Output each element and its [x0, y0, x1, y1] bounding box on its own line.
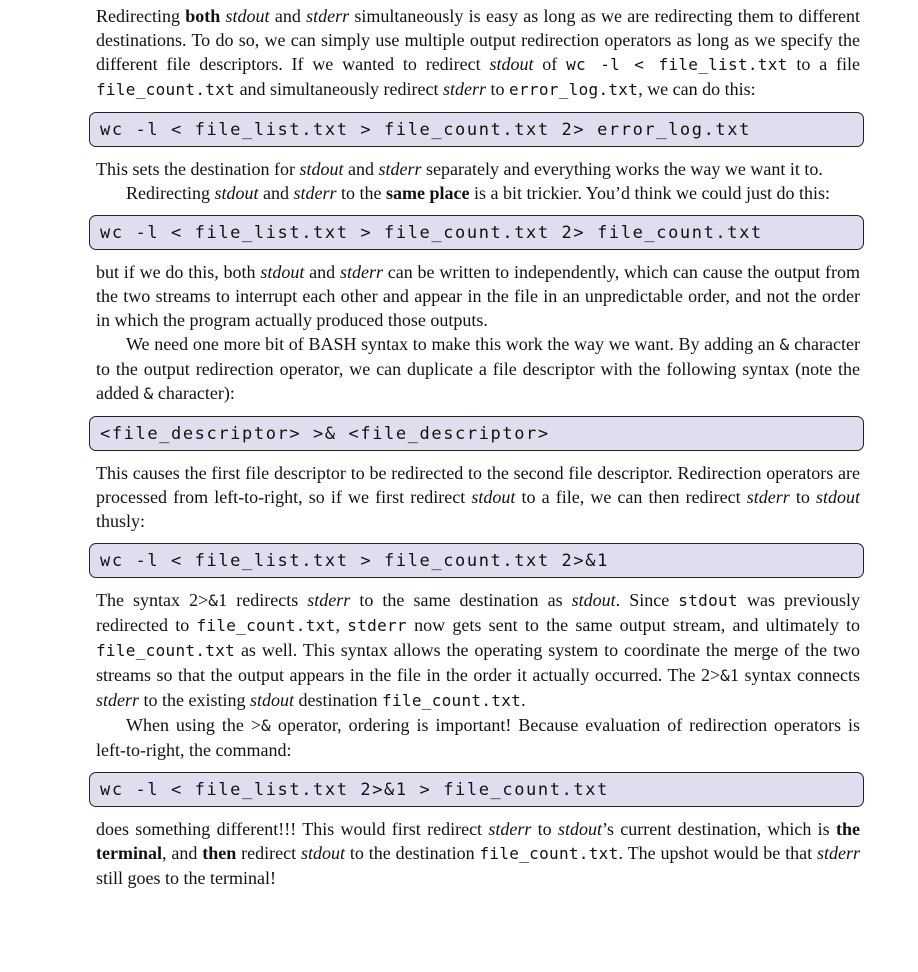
- emphasis-term: stdout: [250, 690, 295, 710]
- text-run: We need one more bit of BASH syntax to make this work the way we want. By adding an: [126, 334, 780, 354]
- text-run: , we can do this:: [638, 79, 756, 99]
- emphasis-term: stderr: [378, 159, 422, 179]
- text-run: as well. This syntax allows the operating system to coordinate the merge of the two streams so that the output appears in the file in the order it actually occurred. The 2>: [96, 640, 860, 685]
- bold-term: then: [202, 843, 237, 863]
- emphasis-term: stdout: [489, 54, 534, 74]
- inline-code: &: [208, 591, 219, 610]
- text-run: to the same destination as: [350, 590, 572, 610]
- text-run: Redirecting: [96, 6, 186, 26]
- inline-code: file_count.txt: [479, 844, 619, 863]
- inline-code: file_count.txt: [382, 691, 522, 710]
- text-run: does something different!!! This would first redirect: [96, 819, 489, 839]
- text-run: separately and everything works the way we want it to.: [421, 159, 823, 179]
- text-run: is a bit trickier. You’d think we could just do this:: [469, 183, 830, 203]
- text-run: 1 redirects: [218, 590, 308, 610]
- inline-code: &: [260, 716, 271, 735]
- text-run: When using the >: [126, 715, 261, 735]
- paragraph-ordering-important: [96, 713, 860, 762]
- text-run: redirect: [236, 843, 301, 863]
- emphasis-term: stdout: [471, 487, 516, 507]
- text-run: and: [304, 262, 340, 282]
- code-block-duplicate-syntax: <file_descriptor> >& <file_descriptor>: [89, 416, 864, 451]
- text-run: 1 syntax connects: [730, 665, 861, 685]
- text-run: ’s current destination, which is: [602, 819, 836, 839]
- paragraph-left-to-right: [96, 461, 860, 533]
- text-run: . Since: [615, 590, 679, 610]
- text-run: Redirecting: [126, 183, 215, 203]
- text-run: to: [789, 487, 816, 507]
- inline-code: &: [720, 666, 731, 685]
- emphasis-term: stderr: [443, 79, 487, 99]
- paragraph-same-place: [96, 181, 860, 205]
- document-page: [96, 4, 860, 890]
- text-run: of: [533, 54, 567, 74]
- text-run: to the destination: [344, 843, 480, 863]
- text-run: to the existing: [139, 690, 251, 710]
- text-run: but if we do this, both: [96, 262, 261, 282]
- text-run: The syntax 2>: [96, 590, 209, 610]
- text-run: This sets the destination for: [96, 159, 300, 179]
- emphasis-term: stderr: [306, 6, 350, 26]
- text-run: destination: [294, 690, 383, 710]
- inline-code: error_log.txt: [509, 80, 639, 99]
- emphasis-term: stdout: [815, 487, 860, 507]
- paragraph-independent-writes: [96, 260, 860, 332]
- emphasis-term: stdout: [214, 183, 259, 203]
- text-run: to: [531, 819, 558, 839]
- inline-code: file_count.txt: [96, 80, 236, 99]
- code-block-separate-destinations: wc -l < file_list.txt > file_count.txt 2> error_log.txt: [89, 112, 864, 147]
- text-run: to a file: [787, 54, 861, 74]
- bold-term: the terminal: [96, 819, 860, 863]
- text-run: and: [343, 159, 379, 179]
- emphasis-term: stderr: [96, 690, 140, 710]
- inline-code: file_count.txt: [96, 641, 236, 660]
- text-run: still goes to the terminal!: [96, 868, 276, 888]
- text-run: and simultaneously redirect: [235, 79, 444, 99]
- paragraph-something-different: [96, 817, 860, 890]
- code-block-same-file-naive: wc -l < file_list.txt > file_count.txt 2> file_count.txt: [89, 215, 864, 250]
- emphasis-term: stdout: [225, 6, 270, 26]
- text-run: .: [521, 690, 526, 710]
- text-run: . The upshot would be that: [618, 843, 817, 863]
- text-run: ,: [335, 615, 348, 635]
- code-block-merge-streams: wc -l < file_list.txt > file_count.txt 2>&1: [89, 543, 864, 578]
- inline-code: wc -l < file_list.txt: [566, 55, 788, 74]
- text-run: and: [269, 6, 307, 26]
- text-run: thusly:: [96, 511, 146, 531]
- bold-term: same place: [386, 183, 470, 203]
- text-run: to: [486, 79, 510, 99]
- text-run: to a file, we can then redirect: [515, 487, 747, 507]
- emphasis-term: stdout: [557, 819, 602, 839]
- text-run: character):: [153, 383, 235, 403]
- inline-code: file_count.txt: [196, 616, 336, 635]
- text-run: operator, ordering is important! Because evaluation of redirection operators is left-to-right, the command:: [96, 715, 860, 760]
- paragraph-redirect-both: [96, 4, 860, 102]
- text-run: was previously redirected to: [96, 590, 860, 635]
- emphasis-term: stderr: [746, 487, 790, 507]
- text-run: This causes the first file descriptor to be redirected to the second file descriptor. Redirection operators are processed from left-to-right, so if we first redirect: [96, 463, 860, 507]
- text-run: to the: [336, 183, 387, 203]
- emphasis-term: stdout: [300, 843, 345, 863]
- text-run: can be written to independently, which can cause the output from the two streams to interrupt each other and appear in the file in an unpredictable order, and not the order in which the program actually produced those outputs.: [96, 262, 860, 330]
- emphasis-term: stderr: [339, 262, 383, 282]
- paragraph-merge-explanation: [96, 588, 860, 713]
- inline-code: &: [779, 335, 790, 354]
- text-run: , and: [161, 843, 203, 863]
- text-run: simultaneously is easy as long as we are redirecting them to different destinations. To do so, we can simply use multiple output redirection operators as long as we specify the different file descriptors. If we wanted to redirect: [96, 6, 860, 74]
- emphasis-term: stdout: [571, 590, 616, 610]
- emphasis-term: stderr: [488, 819, 532, 839]
- emphasis-term: stderr: [293, 183, 337, 203]
- inline-code: &: [143, 384, 154, 403]
- emphasis-term: stderr: [307, 590, 351, 610]
- bold-term: both: [185, 6, 221, 26]
- inline-code: stdout: [678, 591, 738, 610]
- code-block-wrong-order: wc -l < file_list.txt 2>&1 > file_count.txt: [89, 772, 864, 807]
- paragraph-duplicate-descriptor: [96, 332, 860, 406]
- emphasis-term: stdout: [260, 262, 305, 282]
- inline-code: stderr: [347, 616, 407, 635]
- emphasis-term: stderr: [816, 843, 860, 863]
- text-run: and: [258, 183, 294, 203]
- paragraph-separate-result: [96, 157, 860, 181]
- emphasis-term: stdout: [299, 159, 344, 179]
- text-run: character to the output redirection operator, we can duplicate a file descriptor with the following syntax (note the added: [96, 334, 861, 403]
- text-run: now gets sent to the same output stream, and ultimately to: [406, 615, 861, 635]
